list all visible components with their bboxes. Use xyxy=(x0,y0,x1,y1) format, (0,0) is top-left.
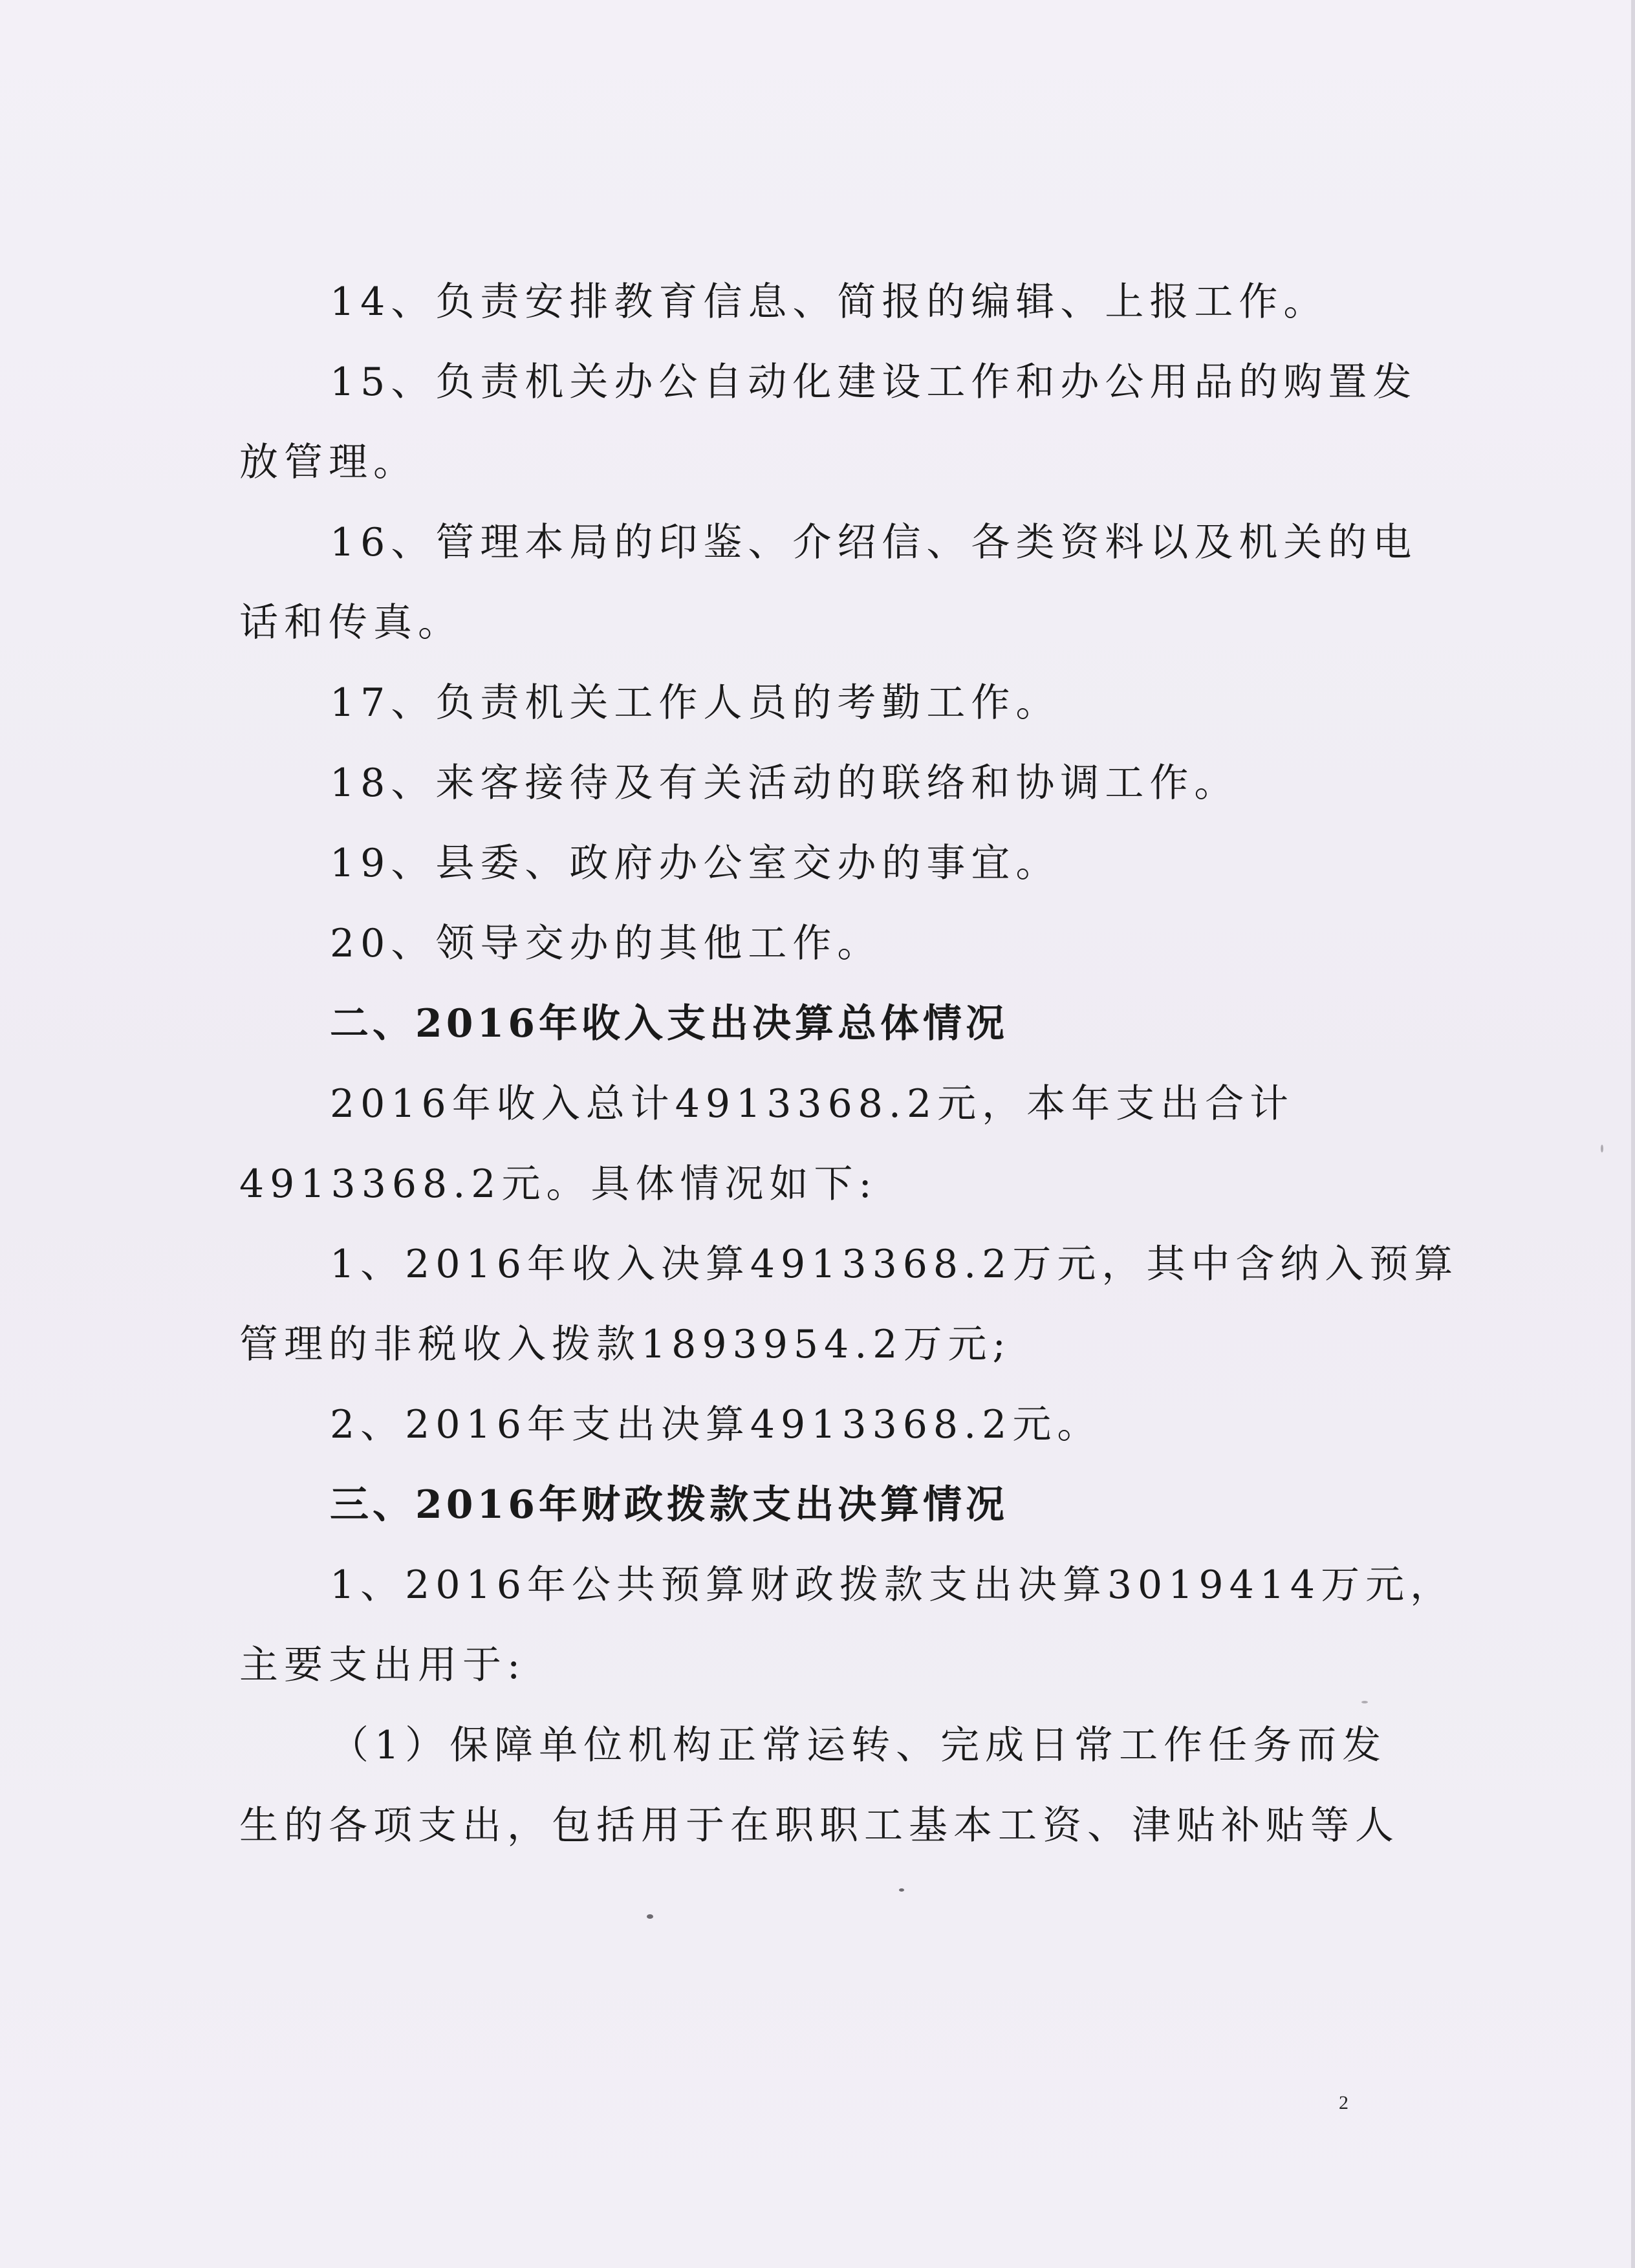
paragraph-line: 2016年收入总计4913368.2元，本年支出合计 xyxy=(330,1081,1295,1127)
paragraph-line: 主要支出用于: xyxy=(239,1643,526,1688)
scan-speck xyxy=(647,1914,653,1919)
page-number: 2 xyxy=(1339,2092,1348,2113)
list-item-14: 14、负责安排教育信息、简报的编辑、上报工作。 xyxy=(330,279,1328,325)
list-item-16-continuation: 话和传真。 xyxy=(239,600,462,645)
list-item-17: 17、负责机关工作人员的考勤工作。 xyxy=(330,680,1061,726)
section-heading-2: 二、2016年收入支出决算总体情况 xyxy=(330,1001,1008,1046)
list-item-16: 16、管理本局的印鉴、介绍信、各类资料以及机关的电 xyxy=(330,520,1418,565)
section-heading-3: 三、2016年财政拨款支出决算情况 xyxy=(330,1482,1008,1528)
page-edge xyxy=(1631,0,1635,2268)
paragraph-line: 管理的非税收入拨款1893954.2万元; xyxy=(239,1322,1012,1367)
list-item-20: 20、领导交办的其他工作。 xyxy=(330,921,882,966)
paragraph-line: 1、2016年收入决算4913368.2万元，其中含纳入预算 xyxy=(330,1242,1459,1287)
paragraph-line: 4913368.2元。具体情况如下: xyxy=(239,1161,878,1207)
list-item-15-continuation: 放管理。 xyxy=(239,440,418,485)
list-item-19: 19、县委、政府办公室交办的事宜。 xyxy=(330,841,1061,886)
scan-speck xyxy=(1361,1701,1368,1703)
scan-speck xyxy=(899,1888,904,1892)
scan-speck xyxy=(1601,1145,1603,1152)
list-item-18: 18、来客接待及有关活动的联络和协调工作。 xyxy=(330,761,1239,806)
list-item-15: 15、负责机关办公自动化建设工作和办公用品的购置发 xyxy=(330,360,1418,405)
paragraph-line: 生的各项支出，包括用于在职职工基本工资、津贴补贴等人 xyxy=(239,1803,1400,1848)
paragraph-line: （1）保障单位机构正常运转、完成日常工作任务而发 xyxy=(330,1723,1387,1768)
paragraph-line: 2、2016年支出决算4913368.2元。 xyxy=(330,1402,1102,1447)
paragraph-line: 1、2016年公共预算财政拨款支出决算3019414万元， xyxy=(330,1562,1455,1608)
